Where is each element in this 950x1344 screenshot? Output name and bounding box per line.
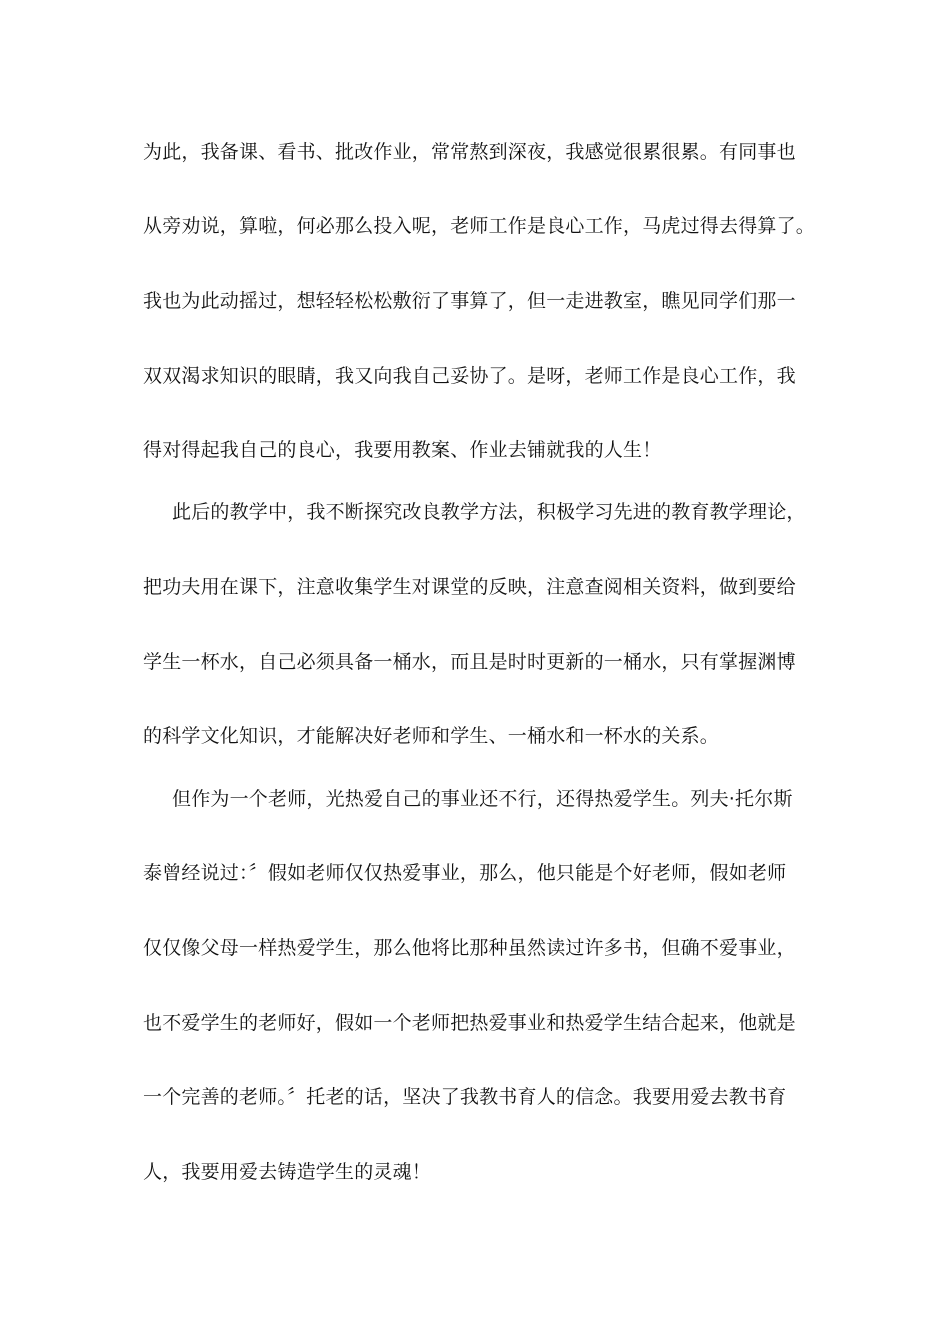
- text-line: 从旁劝说，算啦，何必那么投入呢，老师工作是良心工作，马虎过得去得算了。: [143, 215, 816, 237]
- text-line: 学生一杯水，自己必须具备一桶水，而且是时时更新的一桶水，只有掌握渊博: [143, 651, 796, 673]
- text-line: 仅仅像父母一样热爱学生，那么他将比那种虽然读过许多书，但确不爱事业，: [143, 937, 796, 959]
- text-line: 的科学文化知识，才能解决好老师和学生、一桶水和一杯水的关系。: [143, 725, 720, 747]
- paragraph-start-line: 但作为一个老师，光热爱自己的事业还不行，还得热爱学生。列夫·托尔斯: [172, 788, 793, 810]
- text-line: 人，我要用爱去铸造学生的灵魂！: [143, 1161, 432, 1183]
- text-line: 也不爱学生的老师好，假如一个老师把热爱事业和热爱学生结合起来，他就是: [143, 1012, 796, 1034]
- text-line: 得对得起我自己的良心，我要用教案、作业去铺就我的人生！: [143, 439, 662, 461]
- text-line: 双双渴求知识的眼睛，我又向我自己妥协了。是呀，老师工作是良心工作，我: [143, 365, 796, 387]
- text-line: 把功夫用在课下，注意收集学生对课堂的反映，注意查阅相关资料，做到要给: [143, 576, 796, 598]
- paragraph-start-line: 此后的教学中，我不断探究改良教学方法，积极学习先进的教育教学理论，: [172, 501, 806, 523]
- text-line: 为此，我备课、看书、批改作业，常常熬到深夜，我感觉很累很累。有同事也: [143, 141, 796, 163]
- text-line: 泰曾经说过：〞假如老师仅仅热爱事业，那么，他只能是个好老师，假如老师: [143, 862, 787, 884]
- text-line: 一个完善的老师。〞托老的话，坚决了我教书育人的信念。我要用爱去教书育: [143, 1086, 787, 1108]
- text-line: 我也为此动摇过，想轻轻松松敷衍了事算了，但一走进教室，瞧见同学们那一: [143, 290, 796, 312]
